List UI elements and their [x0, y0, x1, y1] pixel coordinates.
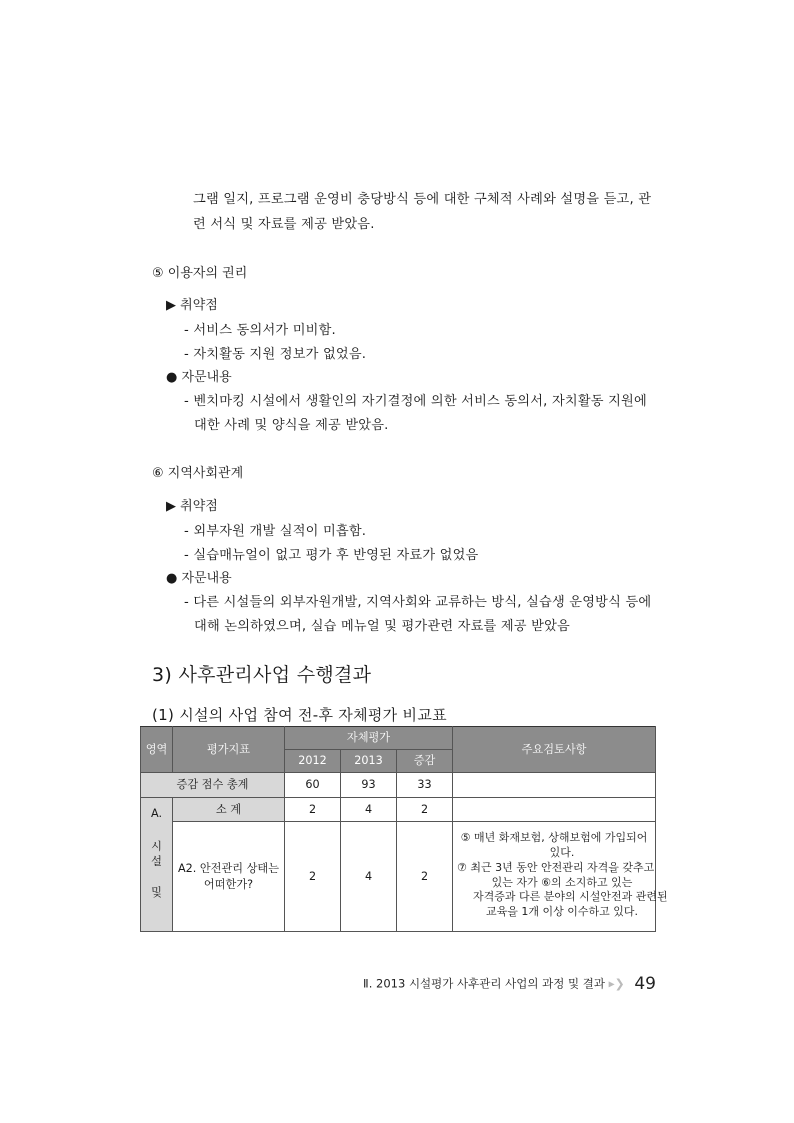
area-char: 및	[151, 886, 162, 900]
note-line: 있다.	[549, 845, 575, 859]
intro-line-1: 그램 일지, 프로그램 운영비 충당방식 등에 대한 구체적 사례와 설명을 듣고, 관	[193, 192, 652, 207]
a2-2012: 2	[285, 822, 341, 932]
section-5-weakness-item: - 서비스 동의서가 미비함.	[184, 323, 336, 338]
header-2013: 2013	[341, 750, 397, 773]
note-line: 자격증과 다른 분야의 시설안전과 관련된	[473, 890, 668, 904]
section-5-heading: ⑤ 이용자의 권리	[152, 266, 248, 281]
total-row-label: 증감 점수 총계	[141, 773, 285, 798]
header-area: 영역	[141, 727, 173, 773]
a2-2013: 4	[341, 822, 397, 932]
section-5-weakness-item: - 자치활동 지원 정보가 없었음.	[184, 347, 367, 362]
section-5-weakness-label: ▶ 취약점	[166, 298, 218, 313]
note-line: ⑤ 매년 화재보험, 상해보험에 가입되어	[460, 830, 648, 844]
note-line: ⑦ 최근 3년 동안 안전관리 자격을 갖추고	[457, 860, 655, 874]
subtotal-review	[453, 798, 656, 822]
section-3-title: 3) 사후관리사업 수행결과	[152, 664, 372, 686]
header-change: 증감	[397, 750, 453, 773]
total-review	[453, 773, 656, 798]
self-evaluation-table	[140, 726, 668, 932]
area-char: 시	[151, 840, 162, 854]
area-code: A.	[150, 807, 162, 820]
header-2012: 2012	[285, 750, 341, 773]
total-2013: 93	[341, 773, 397, 798]
chevron-right-icon: ▸❯	[608, 976, 625, 991]
a2-change: 2	[397, 822, 453, 932]
section-6-weakness-item: - 실습매뉴얼이 없고 평가 후 반영된 자료가 없었음	[184, 548, 479, 563]
a2-review-notes	[453, 822, 668, 932]
header-self-eval: 자체평가	[285, 727, 453, 750]
subtotal-2012: 2	[285, 798, 341, 822]
section-5-advice-label: ● 자문내용	[166, 370, 232, 385]
a2-indicator-line-2: 어떠한가?	[203, 877, 254, 891]
header-indicator: 평가지표	[173, 727, 285, 773]
intro-line-2: 련 서식 및 자료를 제공 받았음.	[193, 217, 375, 232]
note-line: 교육을 1개 이상 이수하고 있다.	[486, 905, 639, 919]
page-number: 49	[634, 974, 656, 994]
area-cell	[141, 798, 173, 932]
section-5-advice-line-1: - 벤치마킹 시설에서 생활인의 자기결정에 의한 서비스 동의서, 자치활동 지원에	[184, 394, 647, 409]
footer-text: Ⅱ. 2013 시설평가 사후관리 사업의 과정 및 결과	[363, 976, 605, 991]
header-review: 주요검토사항	[453, 727, 656, 773]
section-6-advice-line-2: 대해 논의하였으며, 실습 메뉴얼 및 평가관련 자료를 제공 받았음	[194, 619, 570, 634]
note-line: 있는 자가 ⑥의 소지하고 있는	[491, 875, 633, 889]
page-footer	[363, 974, 656, 994]
subtotal-2013: 4	[341, 798, 397, 822]
subtotal-label: 소 계	[173, 798, 285, 822]
area-char: 설	[151, 855, 162, 869]
section-6-advice-line-1: - 다른 시설들의 외부자원개발, 지역사회와 교류하는 방식, 실습생 운영방식 등에	[184, 595, 652, 610]
section-6-advice-label: ● 자문내용	[166, 571, 232, 586]
section-5-advice-line-2: 대한 사례 및 양식을 제공 받았음.	[194, 418, 389, 433]
subtotal-change: 2	[397, 798, 453, 822]
section-6-weakness-item: - 외부자원 개발 실적이 미흡함.	[184, 524, 367, 539]
a2-indicator	[173, 822, 285, 932]
section-6-weakness-label: ▶ 취약점	[166, 499, 218, 514]
subsection-1-title: (1) 시설의 사업 참여 전-후 자체평가 비교표	[152, 706, 447, 724]
total-2012: 60	[285, 773, 341, 798]
total-change: 33	[397, 773, 453, 798]
a2-indicator-line-1: A2. 안전관리 상태는	[177, 862, 280, 876]
section-6-heading: ⑥ 지역사회관계	[152, 466, 244, 481]
